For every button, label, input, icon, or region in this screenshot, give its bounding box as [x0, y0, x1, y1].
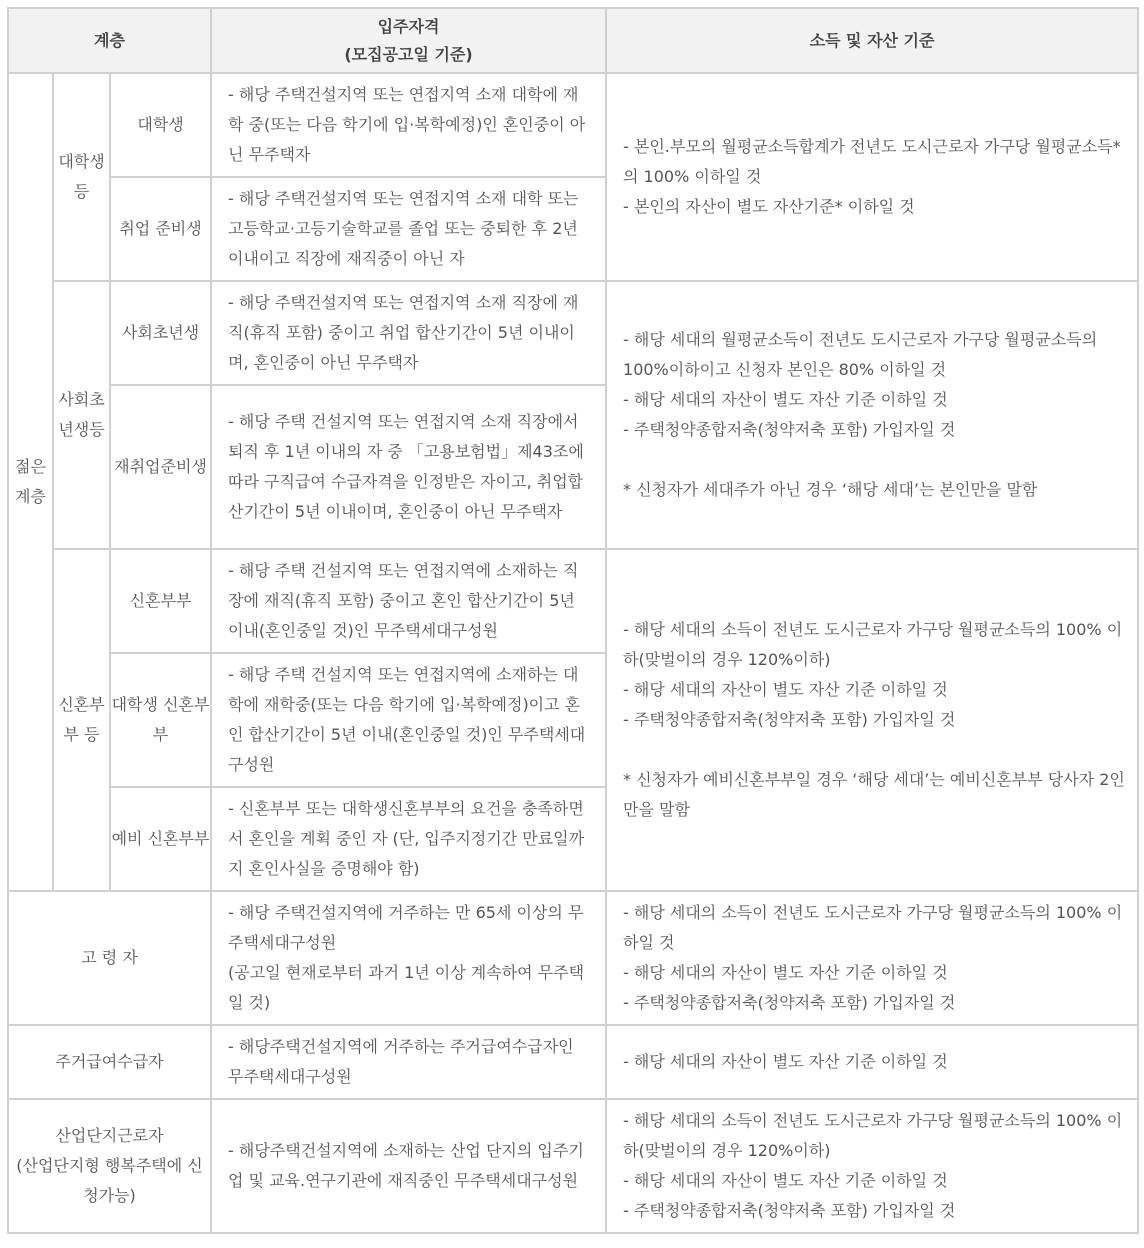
qualification-elderly [211, 891, 606, 1025]
tier-industrial [8, 1099, 211, 1233]
income-line: - 해당 세대의 자산이 별도 자산 기준 이하일 것 [623, 1171, 948, 1190]
qualification-housing-benefit: - 해당주택건설지역에 거주하는 주거급여수급자인 무주택세대구성원 [211, 1025, 606, 1099]
header-qualification [211, 8, 606, 73]
table-row [8, 73, 1138, 177]
income-line: - 주택청약종합저축(청약저축 포함) 가입자일 것 [623, 1201, 956, 1220]
tier-industrial-note: (산업단지형 행복주택에 신청가능) [16, 1156, 203, 1205]
table-row [8, 281, 1138, 385]
subgroup-student-newlywed: 대학생 신혼부부 [110, 653, 211, 787]
qualification-student-newlywed: - 해당 주택 건설지역 또는 연접지역에 소재하는 대학에 재학중(또는 다음 학기에 입·복학예정)이고 혼인 합산기간이 5년 이내(혼인중일 것)인 무주택세대구성원 [211, 653, 606, 787]
income-newlyweds [606, 549, 1138, 891]
table-row [8, 891, 1138, 1025]
table-row [8, 549, 1138, 653]
income-note: * 신청자가 세대주가 아닌 경우 ‘해당 세대’는 본인만을 말함 [623, 480, 1038, 499]
income-students [606, 73, 1138, 281]
income-line: - 해당 세대의 소득이 전년도 도시근로자 가구당 월평균소득의 100% 이하(맞벌이의 경우 120%이하) [623, 1111, 1123, 1160]
subgroup-job-seeker: 취업 준비생 [110, 177, 211, 281]
income-line: - 해당 세대의 월평균소득이 전년도 도시근로자 가구당 월평균소득의 100%이하이고 신청자 본인은 80% 이하일 것 [623, 330, 1098, 379]
tier-young: 젊은 계층 [8, 73, 53, 891]
qualification-industrial: - 해당주택건설지역에 소재하는 산업 단지의 입주기업 및 교육.연구기관에 재직중인 무주택세대구성원 [211, 1099, 606, 1233]
header-qualification-title: 입주자격 [377, 16, 440, 36]
tier-industrial-title: 산업단지근로자 [55, 1126, 164, 1145]
eligibility-table [7, 7, 1139, 1234]
subgroup-newlywed: 신혼부부 [110, 549, 211, 653]
table-row [8, 1099, 1138, 1233]
qualification-line: - 해당 주택건설지역에 거주하는 만 65세 이상의 무주택세대구성원 [228, 903, 584, 952]
group-students: 대학생 등 [53, 73, 110, 281]
header-tier: 계층 [8, 8, 211, 73]
tier-housing-benefit: 주거급여수급자 [8, 1025, 211, 1099]
income-housing-benefit: - 해당 세대의 자산이 별도 자산 기준 이하일 것 [606, 1025, 1138, 1099]
income-line: - 주택청약종합저축(청약저축 포함) 가입자일 것 [623, 710, 956, 729]
tier-elderly: 고 령 자 [8, 891, 211, 1025]
income-line: - 해당 세대의 소득이 전년도 도시근로자 가구당 월평균소득의 100% 이하(맞벌이의 경우 120%이하) [623, 620, 1123, 669]
header-income-asset: 소득 및 자산 기준 [606, 8, 1138, 73]
qualification-newlywed: - 해당 주택 건설지역 또는 연접지역에 소재하는 직장에 재직(휴직 포함) 중이고 혼인 합산기간이 5년 이내(혼인중일 것)인 무주택세대구성원 [211, 549, 606, 653]
header-row [8, 8, 1138, 73]
income-line: - 해당 세대의 자산이 별도 자산 기준 이하일 것 [623, 963, 948, 982]
header-qualification-subtitle: (모집공고일 기준) [344, 44, 473, 64]
qualification-re-employment: - 해당 주택 건설지역 또는 연접지역 소재 직장에서 퇴직 후 1년 이내의 자 중 「고용보험법」제43조에 따라 구직급여 수급자격을 인정받은 자이고, 취업합산기간이 5년 이내이며, 혼인중이 아닌 무주택자 [211, 385, 606, 549]
income-line: - 해당 세대의 자산이 별도 자산 기준 이하일 것 [623, 680, 948, 699]
group-early-career: 사회초년생등 [53, 281, 110, 549]
qualification-new-worker: - 해당 주택건설지역 또는 연접지역 소재 직장에 재직(휴직 포함) 중이고 취업 합산기간이 5년 이내이며, 혼인중이 아닌 무주택자 [211, 281, 606, 385]
income-line: - 주택청약종합저축(청약저축 포함) 가입자일 것 [623, 993, 956, 1012]
income-line: - 주택청약종합저축(청약저축 포함) 가입자일 것 [623, 420, 956, 439]
income-industrial [606, 1099, 1138, 1233]
subgroup-new-worker: 사회초년생 [110, 281, 211, 385]
income-line: - 해당 세대의 소득이 전년도 도시근로자 가구당 월평균소득의 100% 이하일 것 [623, 903, 1123, 952]
income-early-career [606, 281, 1138, 549]
group-newlyweds: 신혼부부 등 [53, 549, 110, 891]
subgroup-prospective-newlywed: 예비 신혼부부 [110, 787, 211, 891]
subgroup-college-student: 대학생 [110, 73, 211, 177]
income-line: - 본인의 자산이 별도 자산기준* 이하일 것 [623, 197, 915, 216]
subgroup-re-employment: 재취업준비생 [110, 385, 211, 549]
income-line: - 본인.부모의 월평균소득합계가 전년도 도시근로자 가구당 월평균소득*의 100% 이하일 것 [623, 137, 1121, 186]
qualification-line: (공고일 현재로부터 과거 1년 이상 계속하여 무주택일 것) [228, 963, 585, 1012]
income-line: - 해당 세대의 자산이 별도 자산 기준 이하일 것 [623, 390, 948, 409]
qualification-prospective-newlywed: - 신혼부부 또는 대학생신혼부부의 요건을 충족하면서 혼인을 계획 중인 자 (단, 입주지정기간 만료일까지 혼인사실을 증명해야 함) [211, 787, 606, 891]
income-note: * 신청자가 예비신혼부부일 경우 ‘해당 세대’는 예비신혼부부 당사자 2인만을 말함 [623, 770, 1125, 819]
qualification-job-seeker: - 해당 주택건설지역 또는 연접지역 소재 대학 또는 고등학교·고등기술학교를 졸업 또는 중퇴한 후 2년 이내이고 직장에 재직중이 아닌 자 [211, 177, 606, 281]
table-row [8, 1025, 1138, 1099]
qualification-college-student: - 해당 주택건설지역 또는 연접지역 소재 대학에 재학 중(또는 다음 학기에 입·복학예정)인 혼인중이 아닌 무주택자 [211, 73, 606, 177]
income-elderly [606, 891, 1138, 1025]
